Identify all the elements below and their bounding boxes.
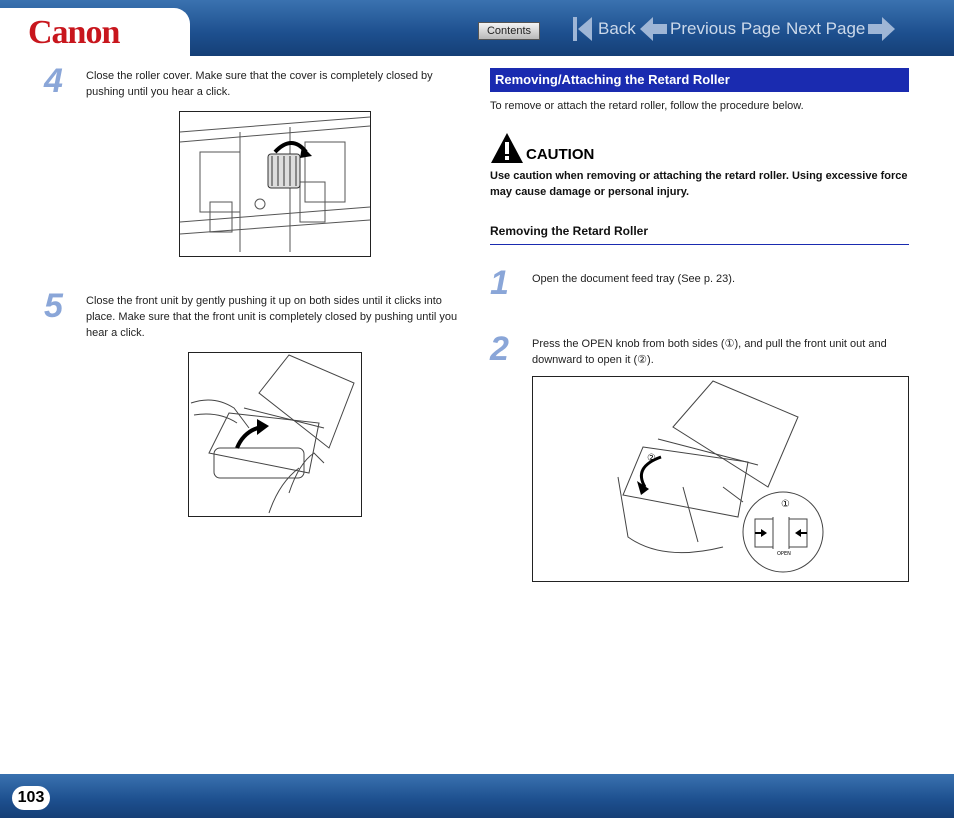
front-unit-close-illustration <box>188 352 362 517</box>
page-number: 103 <box>12 786 50 810</box>
canon-logo: Canon <box>28 14 120 51</box>
contents-button[interactable]: Contents <box>478 22 540 40</box>
roller-cover-illustration <box>179 111 371 257</box>
step-5-text: Close the front unit by gently pushing it up on both sides until it clicks into place. Make sure that the front unit is completely closed by pushing until you hear a click. <box>86 295 458 339</box>
footer-bar <box>0 774 954 818</box>
caution-icon <box>490 132 524 164</box>
caution-title: CAUTION <box>526 146 595 163</box>
next-page-button[interactable] <box>786 14 895 44</box>
back-label: Back <box>598 19 636 38</box>
next-page-label: Next Page <box>786 19 866 38</box>
intro-text: To remove or attach the retard roller, follow the procedure below. <box>490 100 804 112</box>
back-icon <box>572 15 594 43</box>
step-number-4: 4 <box>44 62 63 100</box>
back-button[interactable] <box>572 14 636 44</box>
arrow-right-icon <box>867 16 895 42</box>
step-number-2: 2 <box>490 330 509 368</box>
label-two: ② <box>647 453 656 464</box>
step-1-text: Open the document feed tray (See p. 23). <box>532 273 736 285</box>
open-front-unit-illustration <box>532 376 909 582</box>
subsection-title: Removing the Retard Roller <box>490 224 909 245</box>
previous-page-button[interactable] <box>640 14 781 44</box>
previous-page-label: Previous Page <box>670 19 781 38</box>
step-2-text: Press the OPEN knob from both sides (①), and pull the front unit out and downward to open it (②). <box>532 338 887 366</box>
step-number-5: 5 <box>44 287 63 325</box>
caution-text: Use caution when removing or attaching the retard roller. Using excessive force may cause damage or personal injury. <box>490 170 908 198</box>
step-4-text: Close the roller cover. Make sure that the cover is completely closed by pushing until you hear a click. <box>86 70 433 98</box>
open-label: OPEN <box>777 551 791 557</box>
label-one: ① <box>781 499 790 510</box>
step-number-1: 1 <box>490 264 509 302</box>
section-title: Removing/Attaching the Retard Roller <box>490 68 909 92</box>
arrow-left-icon <box>640 16 668 42</box>
